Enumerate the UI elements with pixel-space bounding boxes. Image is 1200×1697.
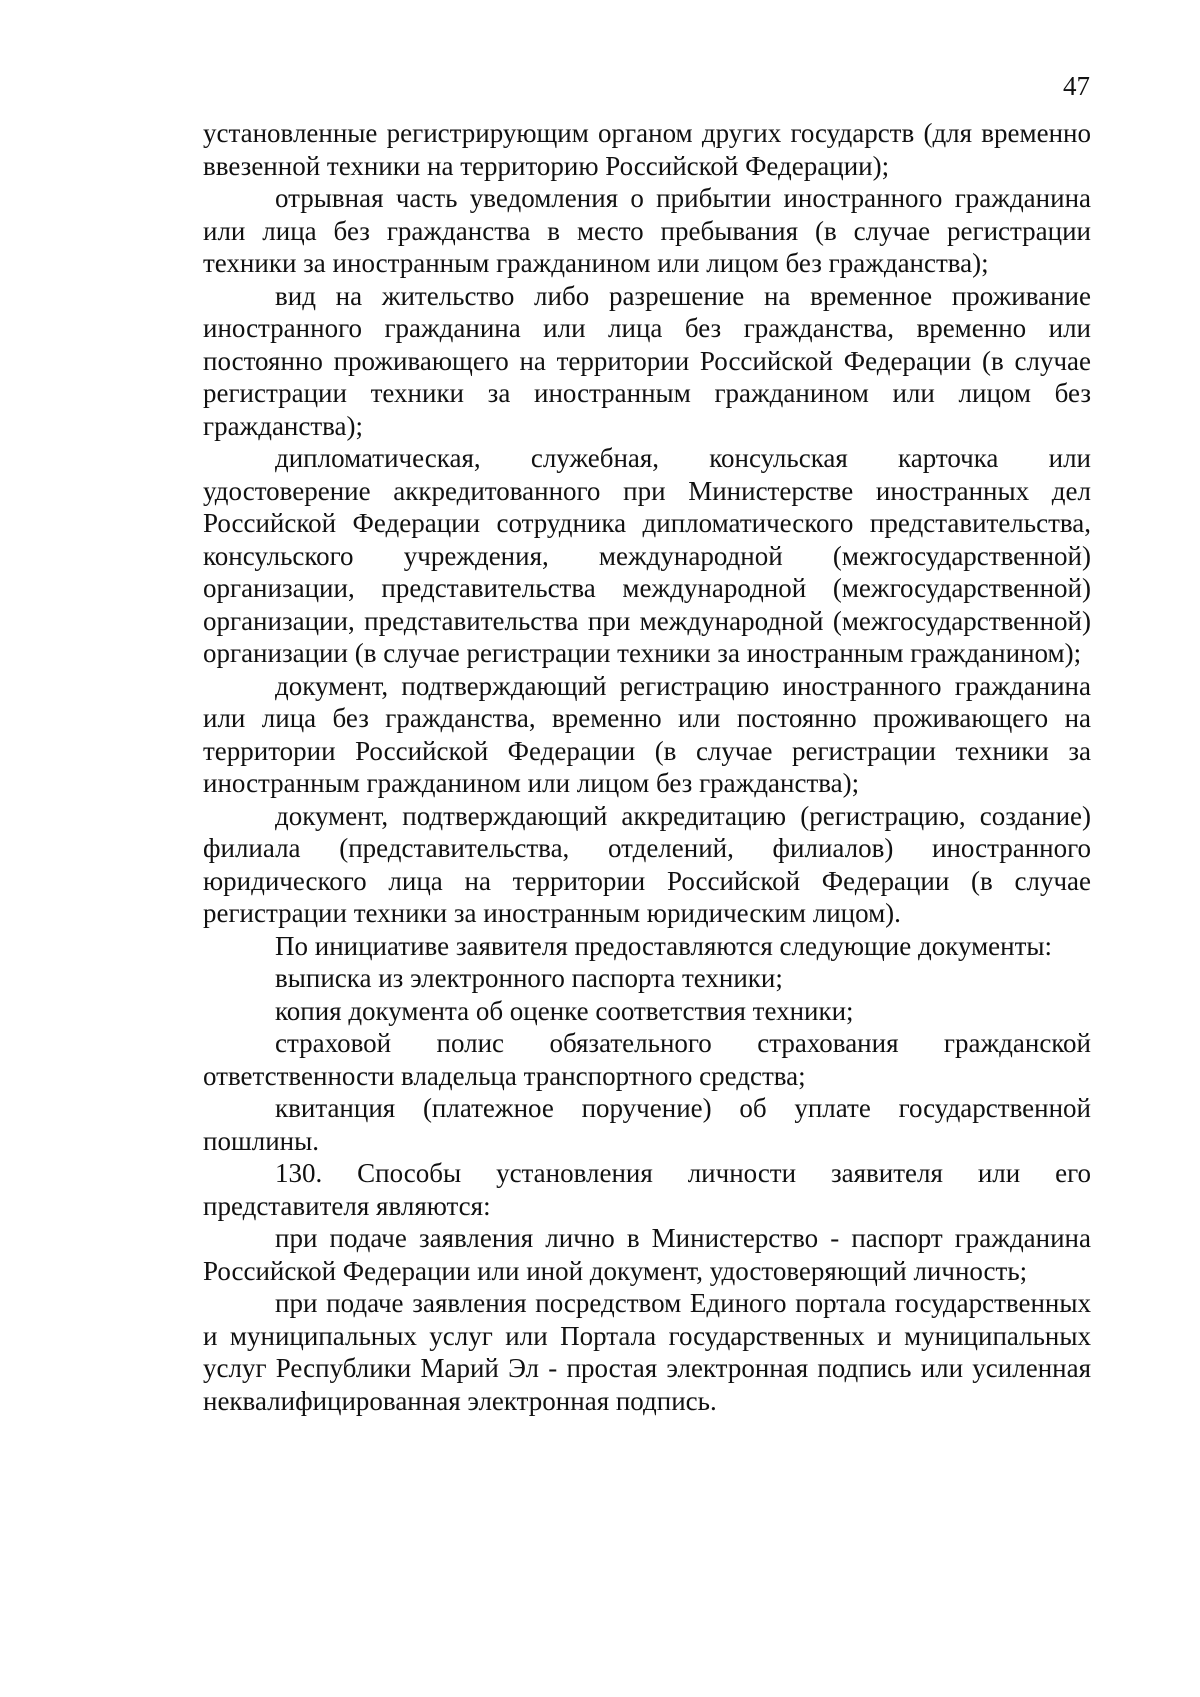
paragraph-residence-permit: вид на жительство либо разрешение на временное проживание иностранного гражданина или лица без гражданства, временно или постоянно проживающего на территории Российской Федерации (в случае регистрации техники за иностранным гражданином или лицом без гражданства);: [203, 280, 1091, 441]
paragraph-registration-document: документ, подтверждающий регистрацию иностранного гражданина или лица без гражданства, временно или постоянно проживающего на территории Российской Федерации (в случае регистрации техники за иностранным гражданином или лицом без гражданства);: [203, 670, 1091, 798]
paragraph-online-portal: при подаче заявления посредством Единого портала государственных и муниципальных услуг или Портала государственных и муниципальных услуг Республики Марий Эл - простая электронная подпись или усиленная неквалифицированная электронная подпись.: [203, 1288, 1091, 1416]
paragraph-continuation: установленные регистрирующим органом других государств (для временно ввезенной техники на территорию Российской Федерации);: [203, 118, 1091, 181]
paragraph-notification-slip: отрывная часть уведомления о прибытии иностранного гражданина или лица без гражданства в место пребывания (в случае регистрации техники за иностранным гражданином или лицом без гражданства);: [203, 183, 1091, 278]
paragraph-in-person: при подаче заявления лично в Министерство - паспорт гражданина Российской Федерации или иной документ, удостоверяющий личность;: [203, 1223, 1091, 1286]
paragraph-conformity-copy: копия документа об оценке соответствия техники;: [275, 995, 854, 1026]
page-number: 47: [1063, 71, 1090, 101]
paragraph-diplomatic-card: дипломатическая, служебная, консульская карточка или удостоверение аккредитованного при Министерстве иностранных дел Российской Федерации сотрудника дипломатического представительства, консульского учреждения, международной (межгосударственной) организации, представительства международной (межгосударственной) организации, представительства при международной (межгосударственной) организации (в случае регистрации техники за иностранным гражданином);: [203, 443, 1091, 668]
paragraph-insurance-policy: страховой полис обязательного страхования гражданской ответственности владельца транспортного средства;: [203, 1028, 1091, 1091]
paragraph-identification-methods: 130. Способы установления личности заявителя или его представителя являются:: [203, 1158, 1091, 1221]
paragraph-passport-extract: выписка из электронного паспорта техники;: [275, 963, 783, 993]
paragraph-fee-receipt: квитанция (платежное поручение) об уплате государственной пошлины.: [203, 1093, 1091, 1156]
paragraph-applicant-initiative: По инициативе заявителя предоставляются следующие документы:: [275, 930, 1053, 961]
document-body: [203, 117, 1091, 1417]
paragraph-accreditation-document: документ, подтверждающий аккредитацию (регистрацию, создание) филиала (представительства, отделений, филиалов) иностранного юридического лица на территории Российской Федерации (в случае регистрации техники за иностранным юридическим лицом).: [203, 800, 1091, 928]
